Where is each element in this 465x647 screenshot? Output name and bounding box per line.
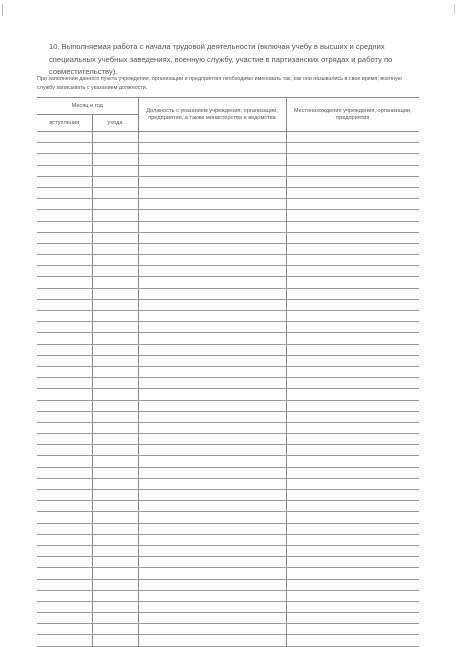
table-row: [37, 601, 419, 612]
cell-entry[interactable]: [37, 422, 92, 433]
cell-exit[interactable]: [92, 590, 138, 601]
cell-location[interactable]: [286, 467, 419, 478]
cell-entry[interactable]: [37, 456, 92, 467]
cell-exit[interactable]: [92, 523, 138, 534]
employment-table: [37, 97, 419, 647]
cell-exit[interactable]: [92, 579, 138, 590]
table-row: [37, 378, 419, 389]
cell-exit[interactable]: [92, 624, 138, 635]
cell-location[interactable]: [286, 613, 419, 624]
cell-location[interactable]: [286, 523, 419, 534]
cell-exit[interactable]: [92, 635, 138, 646]
cell-location[interactable]: [286, 568, 419, 579]
cell-entry[interactable]: [37, 165, 92, 176]
cell-exit[interactable]: [92, 422, 138, 433]
cell-entry[interactable]: [37, 579, 92, 590]
cell-position[interactable]: [138, 534, 286, 545]
cell-exit[interactable]: [92, 355, 138, 366]
cell-location[interactable]: [286, 378, 419, 389]
cell-exit[interactable]: [92, 378, 138, 389]
cell-location[interactable]: [286, 501, 419, 512]
cell-location[interactable]: [286, 557, 419, 568]
cell-entry[interactable]: [37, 243, 92, 254]
cell-entry[interactable]: [37, 490, 92, 501]
table-row: [37, 624, 419, 635]
cell-exit[interactable]: [92, 243, 138, 254]
cell-exit[interactable]: [92, 512, 138, 523]
cell-position[interactable]: [138, 154, 286, 165]
cell-location[interactable]: [286, 176, 419, 187]
cell-entry[interactable]: [37, 411, 92, 422]
cell-location[interactable]: [286, 232, 419, 243]
cell-position[interactable]: [138, 355, 286, 366]
table-row: [37, 243, 419, 254]
cell-location[interactable]: [286, 344, 419, 355]
cell-location[interactable]: [286, 579, 419, 590]
cell-entry[interactable]: [37, 266, 92, 277]
cell-location[interactable]: [286, 333, 419, 344]
cell-exit[interactable]: [92, 344, 138, 355]
cell-position[interactable]: [138, 311, 286, 322]
header-month-year: Месяц и год: [37, 98, 138, 115]
cell-position[interactable]: [138, 255, 286, 266]
cell-position[interactable]: [138, 266, 286, 277]
table-row: [37, 232, 419, 243]
cell-position[interactable]: [138, 277, 286, 288]
cell-location[interactable]: [286, 210, 419, 221]
cell-location[interactable]: [286, 512, 419, 523]
cell-entry[interactable]: [37, 501, 92, 512]
cell-exit[interactable]: [92, 311, 138, 322]
cell-exit[interactable]: [92, 176, 138, 187]
cell-position[interactable]: [138, 199, 286, 210]
cell-position[interactable]: [138, 132, 286, 143]
cell-location[interactable]: [286, 478, 419, 489]
cell-location[interactable]: [286, 411, 419, 422]
table-row: [37, 132, 419, 143]
cell-position[interactable]: [138, 613, 286, 624]
cell-exit[interactable]: [92, 490, 138, 501]
cell-location[interactable]: [286, 389, 419, 400]
cell-position[interactable]: [138, 467, 286, 478]
cell-position[interactable]: [138, 333, 286, 344]
header-location: Местонахождение учреждения, организации, предприятия: [286, 98, 419, 132]
employment-table-container: [37, 97, 419, 607]
cell-position[interactable]: [138, 501, 286, 512]
table-row: [37, 579, 419, 590]
cell-exit[interactable]: [92, 434, 138, 445]
table-row: [37, 568, 419, 579]
table-row: [37, 411, 419, 422]
cell-entry[interactable]: [37, 512, 92, 523]
table-row: [37, 467, 419, 478]
cell-entry[interactable]: [37, 333, 92, 344]
cell-exit[interactable]: [92, 568, 138, 579]
table-row: [37, 344, 419, 355]
table-row: [37, 165, 419, 176]
section-heading: 10. Выполняемая работа с начала трудовой деятельности (включая учебу в высших и средних специальных учебных заведениях, военную службу, участие в партизанских отрядах и работу по совместительству).: [49, 42, 393, 77]
table-row: [37, 534, 419, 545]
cell-entry[interactable]: [37, 545, 92, 556]
cell-entry[interactable]: [37, 143, 92, 154]
cell-exit[interactable]: [92, 534, 138, 545]
table-row: [37, 355, 419, 366]
cell-entry[interactable]: [37, 534, 92, 545]
cell-exit[interactable]: [92, 333, 138, 344]
table-row: [37, 299, 419, 310]
table-row: [37, 456, 419, 467]
cell-exit[interactable]: [92, 299, 138, 310]
header-exit: ухода: [92, 115, 138, 132]
cell-location[interactable]: [286, 243, 419, 254]
cell-entry[interactable]: [37, 322, 92, 333]
cell-location[interactable]: [286, 132, 419, 143]
header-position: Должность с указанием учреждения, организации, предприятия, а также министерства и ведомства: [138, 98, 286, 132]
table-row: [37, 277, 419, 288]
cell-entry[interactable]: [37, 277, 92, 288]
cell-location[interactable]: [286, 154, 419, 165]
cell-position[interactable]: [138, 557, 286, 568]
table-row: [37, 490, 419, 501]
cell-exit[interactable]: [92, 277, 138, 288]
cell-entry[interactable]: [37, 288, 92, 299]
cell-exit[interactable]: [92, 187, 138, 198]
cell-location[interactable]: [286, 266, 419, 277]
cell-entry[interactable]: [37, 299, 92, 310]
header-entry: вступления: [37, 115, 92, 132]
cell-position[interactable]: [138, 579, 286, 590]
cell-location[interactable]: [286, 255, 419, 266]
cell-position[interactable]: [138, 601, 286, 612]
table-row: [37, 366, 419, 377]
table-row: [37, 333, 419, 344]
table-row: [37, 422, 419, 433]
cell-entry[interactable]: [37, 478, 92, 489]
cell-location[interactable]: [286, 534, 419, 545]
cell-entry[interactable]: [37, 467, 92, 478]
cell-exit[interactable]: [92, 613, 138, 624]
cell-exit[interactable]: [92, 210, 138, 221]
cell-entry[interactable]: [37, 132, 92, 143]
cell-entry[interactable]: [37, 355, 92, 366]
table-row: [37, 501, 419, 512]
cell-exit[interactable]: [92, 165, 138, 176]
cell-position[interactable]: [138, 187, 286, 198]
table-row: [37, 266, 419, 277]
cell-entry[interactable]: [37, 311, 92, 322]
cell-position[interactable]: [138, 210, 286, 221]
cell-exit[interactable]: [92, 400, 138, 411]
table-row: [37, 478, 419, 489]
cell-entry[interactable]: [37, 434, 92, 445]
table-row: [37, 322, 419, 333]
cell-position[interactable]: [138, 590, 286, 601]
cell-entry[interactable]: [37, 176, 92, 187]
scan-mark: [2, 4, 3, 16]
cell-exit[interactable]: [92, 389, 138, 400]
cell-position[interactable]: [138, 389, 286, 400]
cell-location[interactable]: [286, 221, 419, 232]
cell-entry[interactable]: [37, 187, 92, 198]
cell-position[interactable]: [138, 143, 286, 154]
table-body: [37, 132, 419, 647]
cell-entry[interactable]: [37, 344, 92, 355]
cell-exit[interactable]: [92, 255, 138, 266]
cell-entry[interactable]: [37, 601, 92, 612]
table-row: [37, 512, 419, 523]
cell-entry[interactable]: [37, 221, 92, 232]
table-row: [37, 590, 419, 601]
cell-exit[interactable]: [92, 143, 138, 154]
cell-position[interactable]: [138, 288, 286, 299]
cell-position[interactable]: [138, 490, 286, 501]
cell-exit[interactable]: [92, 501, 138, 512]
cell-location[interactable]: [286, 311, 419, 322]
cell-exit[interactable]: [92, 557, 138, 568]
table-row: [37, 210, 419, 221]
cell-position[interactable]: [138, 445, 286, 456]
cell-position[interactable]: [138, 456, 286, 467]
cell-position[interactable]: [138, 512, 286, 523]
cell-exit[interactable]: [92, 266, 138, 277]
cell-exit[interactable]: [92, 467, 138, 478]
cell-entry[interactable]: [37, 635, 92, 646]
cell-location[interactable]: [286, 322, 419, 333]
cell-position[interactable]: [138, 568, 286, 579]
table-row: [37, 557, 419, 568]
cell-position[interactable]: [138, 545, 286, 556]
cell-location[interactable]: [286, 624, 419, 635]
cell-exit[interactable]: [92, 221, 138, 232]
table-row: [37, 199, 419, 210]
table-row: [37, 143, 419, 154]
cell-position[interactable]: [138, 221, 286, 232]
cell-entry[interactable]: [37, 400, 92, 411]
cell-entry[interactable]: [37, 199, 92, 210]
table-row: [37, 176, 419, 187]
cell-location[interactable]: [286, 635, 419, 646]
cell-position[interactable]: [138, 176, 286, 187]
cell-entry[interactable]: [37, 523, 92, 534]
table-row: [37, 445, 419, 456]
cell-exit[interactable]: [92, 154, 138, 165]
cell-position[interactable]: [138, 400, 286, 411]
cell-exit[interactable]: [92, 445, 138, 456]
cell-entry[interactable]: [37, 210, 92, 221]
cell-location[interactable]: [286, 601, 419, 612]
table-row: [37, 255, 419, 266]
cell-position[interactable]: [138, 411, 286, 422]
cell-exit[interactable]: [92, 411, 138, 422]
cell-entry[interactable]: [37, 366, 92, 377]
cell-exit[interactable]: [92, 132, 138, 143]
cell-entry[interactable]: [37, 590, 92, 601]
cell-exit[interactable]: [92, 232, 138, 243]
cell-entry[interactable]: [37, 255, 92, 266]
cell-position[interactable]: [138, 378, 286, 389]
table-row: [37, 523, 419, 534]
table-row: [37, 221, 419, 232]
cell-location[interactable]: [286, 288, 419, 299]
cell-location[interactable]: [286, 277, 419, 288]
cell-entry[interactable]: [37, 568, 92, 579]
cell-location[interactable]: [286, 199, 419, 210]
cell-position[interactable]: [138, 635, 286, 646]
cell-exit[interactable]: [92, 322, 138, 333]
cell-position[interactable]: [138, 299, 286, 310]
cell-entry[interactable]: [37, 624, 92, 635]
cell-location[interactable]: [286, 355, 419, 366]
cell-location[interactable]: [286, 165, 419, 176]
cell-entry[interactable]: [37, 232, 92, 243]
cell-entry[interactable]: [37, 154, 92, 165]
cell-location[interactable]: [286, 590, 419, 601]
cell-location[interactable]: [286, 299, 419, 310]
cell-location[interactable]: [286, 490, 419, 501]
cell-entry[interactable]: [37, 378, 92, 389]
cell-exit[interactable]: [92, 478, 138, 489]
table-row: [37, 389, 419, 400]
cell-exit[interactable]: [92, 199, 138, 210]
cell-exit[interactable]: [92, 366, 138, 377]
table-row: [37, 288, 419, 299]
cell-location[interactable]: [286, 400, 419, 411]
table-row: [37, 545, 419, 556]
cell-entry[interactable]: [37, 613, 92, 624]
table-row: [37, 613, 419, 624]
cell-location[interactable]: [286, 366, 419, 377]
cell-position[interactable]: [138, 523, 286, 534]
cell-position[interactable]: [138, 344, 286, 355]
table-row: [37, 400, 419, 411]
table-row: [37, 154, 419, 165]
cell-location[interactable]: [286, 456, 419, 467]
cell-location[interactable]: [286, 187, 419, 198]
cell-position[interactable]: [138, 422, 286, 433]
cell-position[interactable]: [138, 366, 286, 377]
cell-position[interactable]: [138, 165, 286, 176]
table-row: [37, 434, 419, 445]
cell-position[interactable]: [138, 322, 286, 333]
cell-location[interactable]: [286, 143, 419, 154]
cell-location[interactable]: [286, 434, 419, 445]
cell-location[interactable]: [286, 422, 419, 433]
section-note: При заполнении данного пункта учреждения, организации и предприятия необходимо именовать так, как они назывались в свое время, военную службу записывать с указанием должности.: [37, 76, 402, 91]
cell-position[interactable]: [138, 478, 286, 489]
cell-position[interactable]: [138, 232, 286, 243]
table-row: [37, 635, 419, 646]
table-row: [37, 187, 419, 198]
cell-position[interactable]: [138, 434, 286, 445]
scan-mark: [454, 4, 455, 14]
cell-entry[interactable]: [37, 389, 92, 400]
table-row: [37, 311, 419, 322]
cell-exit[interactable]: [92, 456, 138, 467]
cell-entry[interactable]: [37, 557, 92, 568]
cell-entry[interactable]: [37, 445, 92, 456]
cell-position[interactable]: [138, 624, 286, 635]
cell-location[interactable]: [286, 545, 419, 556]
cell-location[interactable]: [286, 445, 419, 456]
cell-exit[interactable]: [92, 601, 138, 612]
cell-exit[interactable]: [92, 545, 138, 556]
cell-exit[interactable]: [92, 288, 138, 299]
cell-position[interactable]: [138, 243, 286, 254]
